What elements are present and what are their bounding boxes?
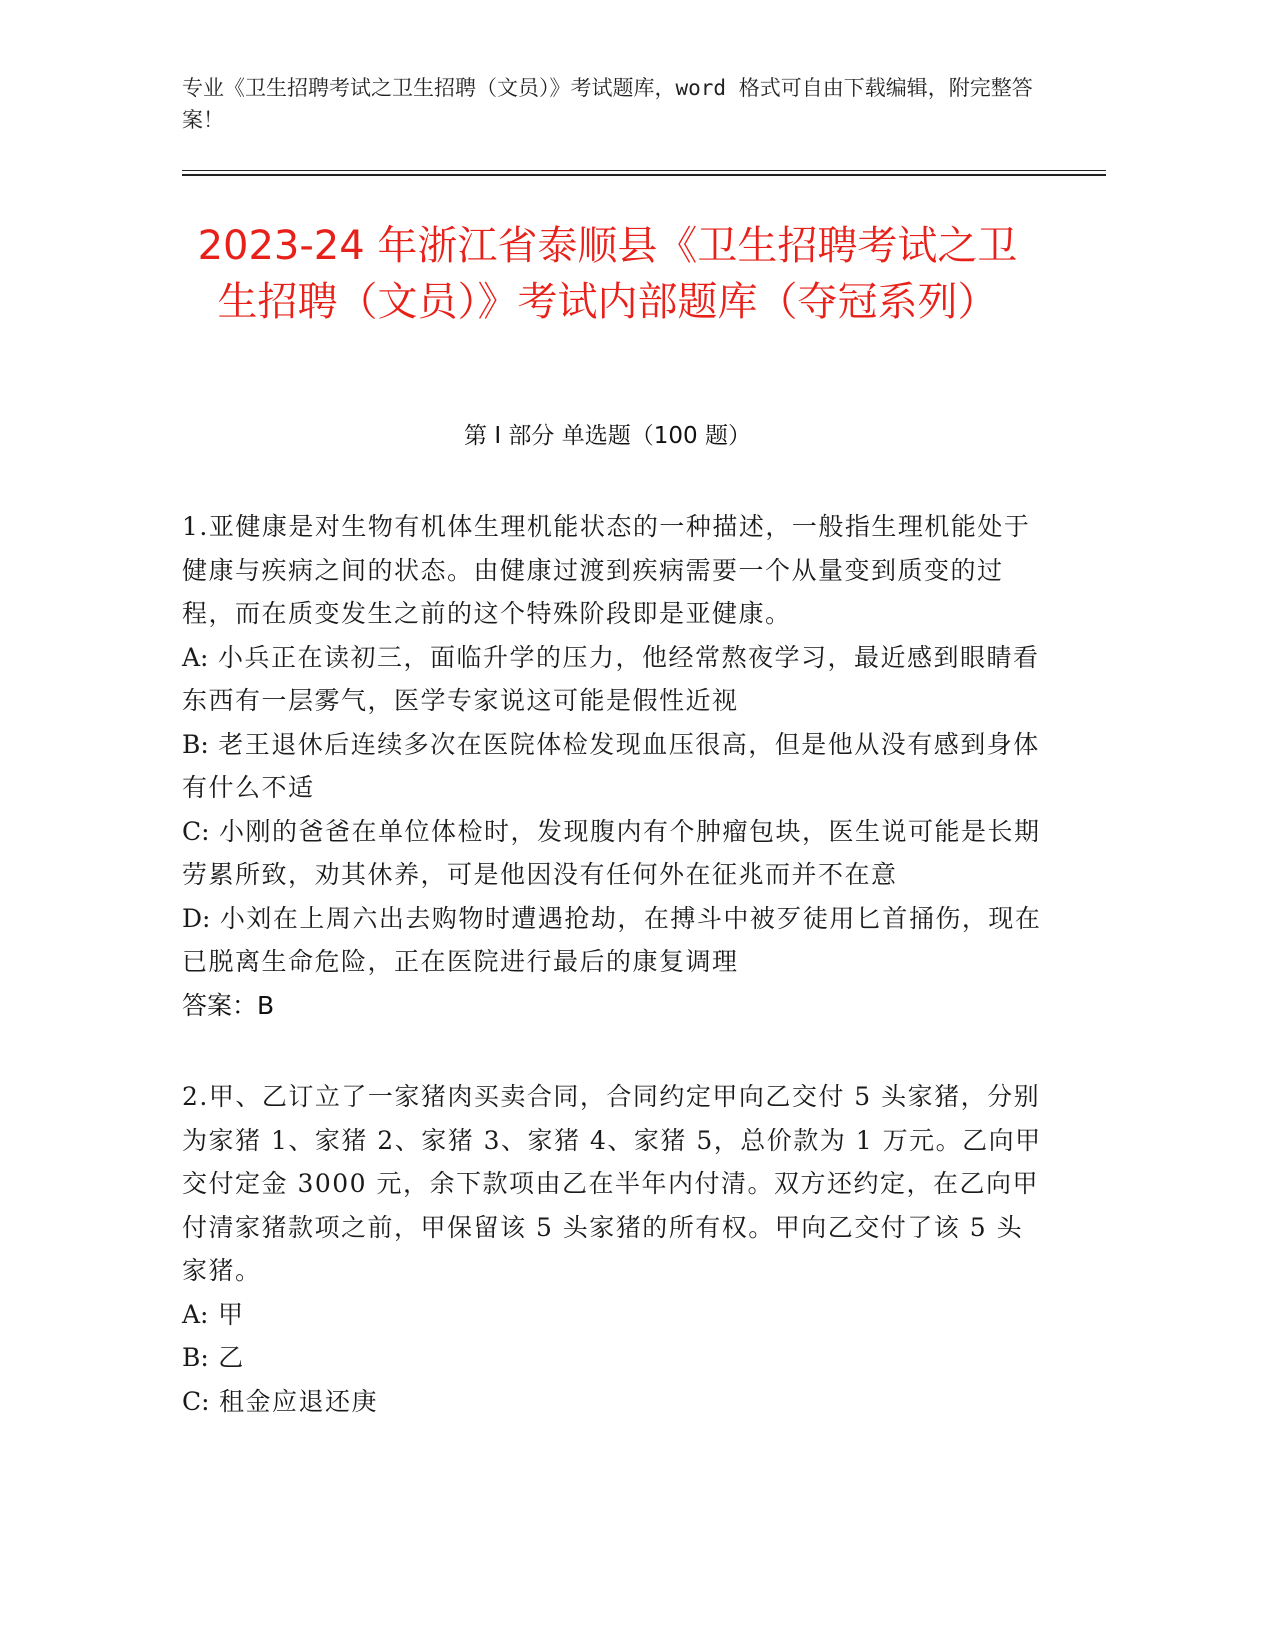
question-2: [182, 1075, 1042, 1423]
option-label: A:: [182, 642, 209, 672]
option-text: 小兵正在读初三，面临升学的压力，他经常熬夜学习，最近感到眼睛看东西有一层雾气，医学专家说这可能是假性近视: [182, 642, 1040, 715]
question-stem: 2.甲、乙订立了一家猪肉买卖合同，合同约定甲向乙交付 5 头家猪，分别为家猪 1、家猪 2、家猪 3、家猪 4、家猪 5，总价款为 1 万元。乙向甲交付定金 3000 元，余下款项由乙在半年内付清。双方还约定，在乙向甲付清家猪款项之前，甲保留该 5 头家猪的所有权。甲向乙交付了该 5 头家猪。: [182, 1082, 1042, 1285]
header-note: 专业《卫生招聘考试之卫生招聘（文员）》考试题库，word 格式可自由下载编辑，附完整答案！: [182, 76, 1033, 132]
option-label: C:: [182, 1386, 210, 1416]
option-label: B:: [182, 729, 209, 759]
option-label: C:: [182, 816, 210, 846]
option-label: D:: [182, 903, 211, 933]
option-text: 小刚的爸爸在单位体检时，发现腹内有个肿瘤包块，医生说可能是长期劳累所致，劝其休养，可是他因没有任何外在征兆而并不在意: [182, 816, 1041, 889]
option-a: [182, 1293, 1042, 1337]
question-1: [182, 505, 1042, 1027]
option-a: [182, 636, 1042, 723]
option-b: [182, 723, 1042, 810]
option-c: [182, 810, 1042, 897]
option-text: 乙: [218, 1343, 245, 1372]
section-heading: 第 I 部分 单选题（100 题）: [464, 423, 751, 449]
option-text: 小刘在上周六出去购物时遭遇抢劫，在搏斗中被歹徒用匕首捅伤，现在已脱离生命危险，正在医院进行最后的康复调理: [182, 903, 1042, 976]
option-d: [182, 897, 1042, 984]
option-label: A:: [182, 1299, 209, 1329]
document-title: 2023-24 年浙江省泰顺县《卫生招聘考试之卫生招聘（文员）》考试内部题库（夺冠系列）: [197, 223, 1018, 325]
question-list: [182, 505, 1042, 1471]
option-b: [182, 1336, 1042, 1380]
option-label: B:: [182, 1343, 209, 1372]
question-stem: 1.亚健康是对生物有机体生理机能状态的一种描述，一般指生理机能处于健康与疾病之间的状态。由健康过渡到疾病需要一个从量变到质变的过程，而在质变发生之前的这个特殊阶段即是亚健康。: [182, 512, 1031, 628]
option-text: 甲: [217, 1299, 245, 1329]
option-text: 老王退休后连续多次在医院体检发现血压很高，但是他从没有感到身体有什么不适: [182, 729, 1040, 802]
option-c: [182, 1380, 1042, 1424]
option-text: 租金应退还庚: [219, 1386, 379, 1416]
answer: 答案：B: [182, 990, 275, 1020]
header-divider-thin: [182, 170, 1106, 171]
header-divider-thick: [182, 174, 1106, 176]
